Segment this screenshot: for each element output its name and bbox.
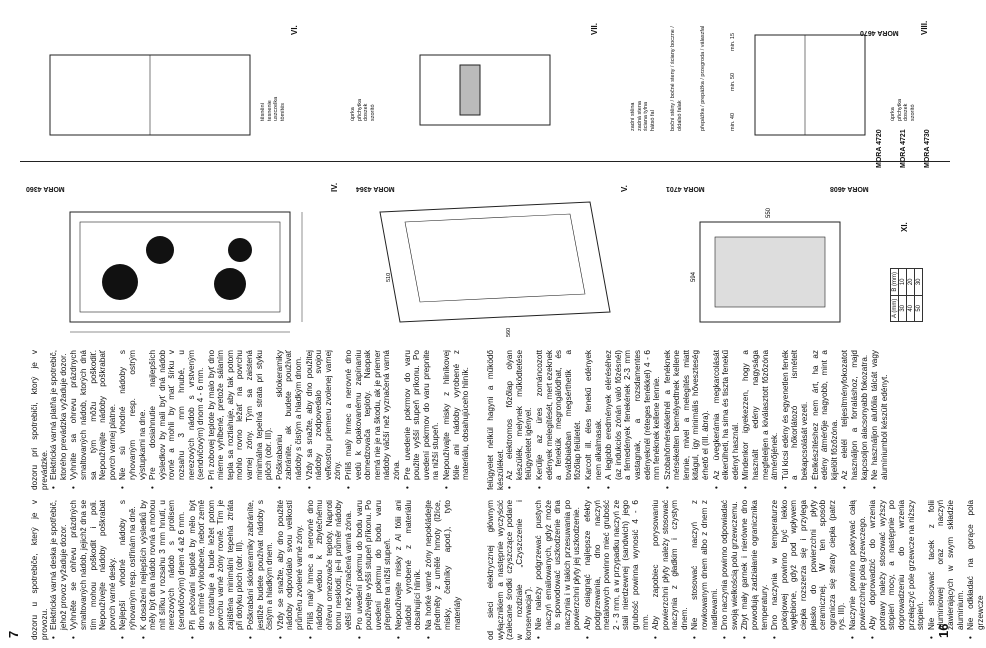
model-label: MORA 4608	[830, 185, 869, 192]
bullet-item: • Príliš malý hrnec a nerovné dno vedú k opakovanému zapínaniu obmedzovača teploty. Naopak nemá nie je na škodu, ak je priemer nádoby väčší než vyznačená varná zóna.	[344, 350, 402, 480]
bullet-item: • Elektrická varná platňa je spotrebič, ktorého prevádzka vyžaduje dozor.	[49, 350, 68, 480]
bullet-item: • Az elelél teljesítményfokozatot használjon a forraláshoz, majd kapcsoljon alacsonyabb fokozatra.	[840, 350, 869, 480]
bullet-item: • Mindenkor igyekezzen, hogy a használt edény nagysága megfeleljen a kiválasztott főzőzóna átmérőjének.	[741, 350, 779, 480]
table-header: B (mm)	[891, 268, 899, 295]
model-label: MORA 4701	[666, 185, 705, 192]
clamp-drawing	[400, 15, 580, 155]
model-label: MORA 4360	[26, 185, 65, 192]
bullet-item: • Zbyt mały garnek i nierówne dno powodują zadziałanie ogranicznika temperatury.	[740, 500, 769, 630]
bullet-item: • Szobahőmérsékletnél a fenéknek mérsékelten bemélyedtnek kellene lennie, mivel a melegítés miatt kitágul, így minimális hőveszteség érhető el (III. ábra).	[663, 350, 711, 480]
bullet-item: • Nepoužívajte misky z hliníkovej fólie ani nádoby vyrobené z materiálu, obsahujúceho hliník.	[442, 350, 471, 480]
figure-number: VIII.	[920, 20, 929, 35]
bullet-item: • Poškrabání sklokeramiky zabráníte, jestliže budete používat nádoby s čistým a hladkým dnem.	[246, 500, 275, 630]
figure-number: IV.	[330, 182, 339, 192]
bullet-item: • Nie odkładać na gorące pola grzewcze	[966, 500, 985, 630]
dimension-note: min. 15	[730, 32, 736, 51]
bullet-item: • Aby zapobiec porysowaniu powierzchni płyty należy stosować naczynia z gładkim i czystym dnem.	[651, 500, 689, 630]
model-label: MORA 4364	[356, 185, 395, 192]
paragraph: od sieci elektrycznej głównym wyłącznikiem a następnie wyczyścić (zalecane środki czyszczące podane w rozdziale „Czyszczenie i konserwacja”).	[486, 500, 534, 640]
bullet-item: • Karcolt ill. éles fenekű edények nem alkalmasak.	[584, 350, 603, 480]
table-cell: 20	[907, 268, 915, 295]
bullet-item: • Při pečování teplotě by mělo být dno mírně vyhloubené, neboť země se roztahuje a bude ležet potom povrchu varné zóny rovně. Tím je zajištěna minimální tepelná ztráta při dotyku ploch (obr. III).	[188, 500, 246, 630]
table-header: A (mm)	[891, 295, 899, 321]
bullet-item: • Túl kicsi edény és egyenetlen fenék a hőkorlátozó ismételt bekapcsolását vezeti.	[781, 350, 810, 480]
bullet-item: • Příliš malý hmec a nerovné dno nádoby vedou k zbytečnému ohřevu omezovače teploty. Naproti tomu nesklodí, je-li průměr nádoby větší než vyznačená varná zóna.	[306, 500, 354, 630]
model-label: MORA 4721	[900, 129, 907, 168]
figure-column-4	[20, 11, 950, 162]
text-column-hu	[486, 350, 890, 490]
bullet-item: • Kerülje az üres zománcozott edények melegítését, mert ezeknek a fenekük megrongálódhat, és továbbiakban megsérthetik a főzőlap felületét.	[535, 350, 583, 480]
bullet-item: • Az üvegkerámia megkarcolását elkerülheti, ha sima és tiszta fenekű edényt használ.	[712, 350, 741, 480]
dimension-label: 594	[691, 271, 697, 282]
dimension-label: 560	[506, 327, 512, 337]
bullet-item: • Dno naczynia powinno odpowiadać swoją wielkością polu grzewczemu.	[720, 500, 739, 630]
bullet-item: • Pro uvedení pokrmu do bodu varu používejte vyšší stupeň příkonu. Po uvedení pokrmu do bodu varu přepněte na nižší stupeň.	[355, 500, 393, 630]
dimension-label: 510	[386, 272, 392, 282]
callout-seal: těsnění tesnenie uszczelka tömítés	[260, 96, 286, 121]
countertop-drawing	[370, 192, 630, 342]
paragraph: felügyelet nélkül hagyni a működő készüléket.	[486, 350, 505, 490]
model-label: MORA 4670	[860, 29, 899, 36]
bullet-item: • Pre dosiahnutie najlepších výsledkov by mali byť dná nádob rovné a mohli by mať šírku v rozsahu 3 mm hnubé, u nerezových nádob s vrstveným (sendvičovým) dnom 4 - 6 mm.	[148, 350, 206, 480]
bullet-item: • Poškrabaniu sklokeramiky zabránite, ak budete používať nádoby s čistým a hladkým dnom.	[275, 350, 304, 480]
oven-niche-drawing	[680, 192, 880, 342]
seal-drawing	[30, 15, 310, 155]
dimension-note: min. 40	[730, 112, 736, 131]
figure-number: VII.	[590, 22, 599, 35]
bullet-item: • Pre uvedenie pokrmov do varu použite vyšší stupeň príkonu. Po uvedení pokrmov do varu prepnite na nižší stupeň.	[403, 350, 441, 480]
text-column-pl	[486, 500, 986, 640]
table-cell: 10	[899, 268, 907, 295]
bullet-item: • Ne használjon alufólia tálcát vagy alumíniumból készült edényt.	[870, 350, 889, 480]
bullet-item: • Aby doprowadzić do wrzenia potrawy należy stosować wyższy stopień mocy, a następnie po doprowadzeniu do wrzenia przełączyć pole grzewcze na niższy stopień.	[868, 500, 926, 630]
bullet-item: • Dno naczynia w temperaturze pokojowej powinno być lekko wgłębione, gdyż pod wpływem ciepła rozszerza się i przylega płasko do powierzchni płyty ceramicznej. W ten sposób ogranicza się straty ciepła (patrz rys. III).	[770, 500, 847, 630]
figure-number: VI.	[290, 25, 299, 35]
table-cell: 30	[915, 268, 923, 295]
bullet-item: • Nie stosować tacek z folii aluminiowej oraz naczyń zawierających w swym składzie aluminium.	[927, 500, 965, 630]
bullet-item: • Vyhnite sa ohrevu prázdnych smaltovaných nádob, ktorých dná sa tým môžu poškodiť. Nepoužívajte nádoby poškrabať povrch varnej platne.	[69, 350, 117, 480]
dimension-table	[890, 268, 923, 322]
table-cell: 30	[899, 295, 907, 321]
bullet-item: • A legjobb eredmények eléréséhez (az indukciós zónán való főzésnél) a fémedények fenekének 2-3 mm vastagnak, a rozsdamentes edényeknél (réteges fenékkel) 4 - 6 mm fenéknek kellene lennie.	[604, 350, 662, 480]
bullet-item: • Nie należy podgrzewać pustych naczyń emaliowanych, gdyż może to spowodować uszkodzenie dna naczynia i w takich przesuwania po powierzchni płyty jej uszkodzenie.	[534, 500, 582, 630]
bullet-item: • Naczynie powinno pokrywać całą powierzchnię pola grzewczego.	[848, 500, 867, 630]
bullet-item: • Pri zobovej teplote by malo byť dno mierne vyhlbené, pretože sálaním tepla sa roztiahuje, aby tak potom mohlo rovno ležať na povrchu varnej zóny. Tým sa zaistená minimálna tepelná strata pri styku plôch (obr. III).	[207, 350, 274, 480]
bullet-item: • Nie sú vhodné nádoby s ryhovaným resp. ostrým výstupkami na dne.	[118, 350, 147, 480]
bullet-item: • Vždy sa snažte, aby dno použitej nádoby zodpovedalo svojou veľkosťou priemeru zvolenej varnej zóny.	[305, 350, 343, 480]
table-cell: 40	[907, 295, 915, 321]
bullet-item: • Vždy se snažte, aby dno použité nádoby odpovídalo svou velikostí průměru zvolené varné zóny.	[276, 500, 305, 630]
bullet-item: • Nie stosować naczyń z rowkowanym dnem albo z dnem z nadlewami.	[690, 500, 719, 630]
table-cell: 50	[915, 295, 923, 321]
callout-clamp: úprka přichytka doszek szorító	[350, 98, 376, 121]
dimension-label: 550	[766, 207, 772, 218]
callout-clamp: úprka přichytka doszek szorító	[890, 98, 916, 121]
bullet-item: • Vyhněte se ohřevu prázdných smaltovaných nádob, jejichž dna se tím mohou poškodit i poli. Nepoužívejte nádoby poškrabat povrch varné desky.	[69, 500, 117, 630]
model-label: MORA 4720	[876, 129, 883, 168]
dimension-note: min. 50	[730, 72, 736, 91]
figure-number: V.	[620, 185, 629, 192]
bullet-item: • Nepoužívejte misky z Al fólii ani nádobí vyrobené z materiálu obsahující hliník.	[394, 500, 423, 630]
callout-partition: přepážka / prepážka / przegroda / válaszfal	[700, 25, 706, 131]
bullet-item: • Az elektromos főzőlap olyan készülék, melynek működtetése felügyeletet igényel.	[505, 350, 534, 480]
text-column-cz	[30, 500, 463, 640]
bullet-item: • Aby osiągnąć najlepsze efekty podgrzewania, dno naczyń metalowych powinno mieć grubość 2 - 3 mm, a w przypadku naczyń ze stali nierdzewnej (sandwich) jego grubość powinna wynosić 4 - 6 mm.	[583, 500, 650, 630]
bullet-item: • K dosažení nejlepších výsledků by měly být dna nádob rovná a mohou mít šířku v rozsahu 3 mm hnutí, u nerezových nádob s prolisem (sendvičovým) dnem 4 až 6 mm.	[139, 500, 187, 630]
text-column-sk	[30, 350, 472, 490]
page-number-left: 7	[6, 630, 21, 638]
bullet-item: • Elektrická varná deska je spotřebič, jehož provoz vyžaduje dozor.	[49, 500, 68, 630]
figure-number: XI.	[900, 222, 909, 232]
figure-column-3	[660, 172, 950, 342]
bullet-item: • Ételkészítéshez nem árt, ha az edény átmérője nagyobb, mint a kijelölt főzőzóna.	[811, 350, 840, 480]
paragraph: dozoru u spotrebiče, který je v provozu.	[30, 500, 49, 640]
model-label: MORA 4730	[924, 129, 931, 168]
bullet-item: • Na horké varné zóny nepokládejte předměty z umělé hmoty (lžíce, misky, čedníky apod.), tyto materiály	[424, 500, 462, 630]
hob-cutout-drawing	[40, 192, 340, 342]
model-labels-group	[860, 129, 948, 168]
bullet-item: • Nejlepší vhodné nádoby s rýhovaným resp. ostřinám na dně.	[118, 500, 137, 630]
callout-side-walls: boční stěny / bočné steny / ściany boczne / oldalsó falak	[670, 26, 683, 131]
page-number-right: 16	[936, 623, 951, 638]
figure-column-2	[350, 172, 650, 342]
callout-back-wall: zadní stěna zadná stena ściana tylna hátsó fal	[630, 101, 656, 131]
paragraph: dozoru pri spotrebiči, ktorý je v prevádzke.	[30, 350, 49, 490]
